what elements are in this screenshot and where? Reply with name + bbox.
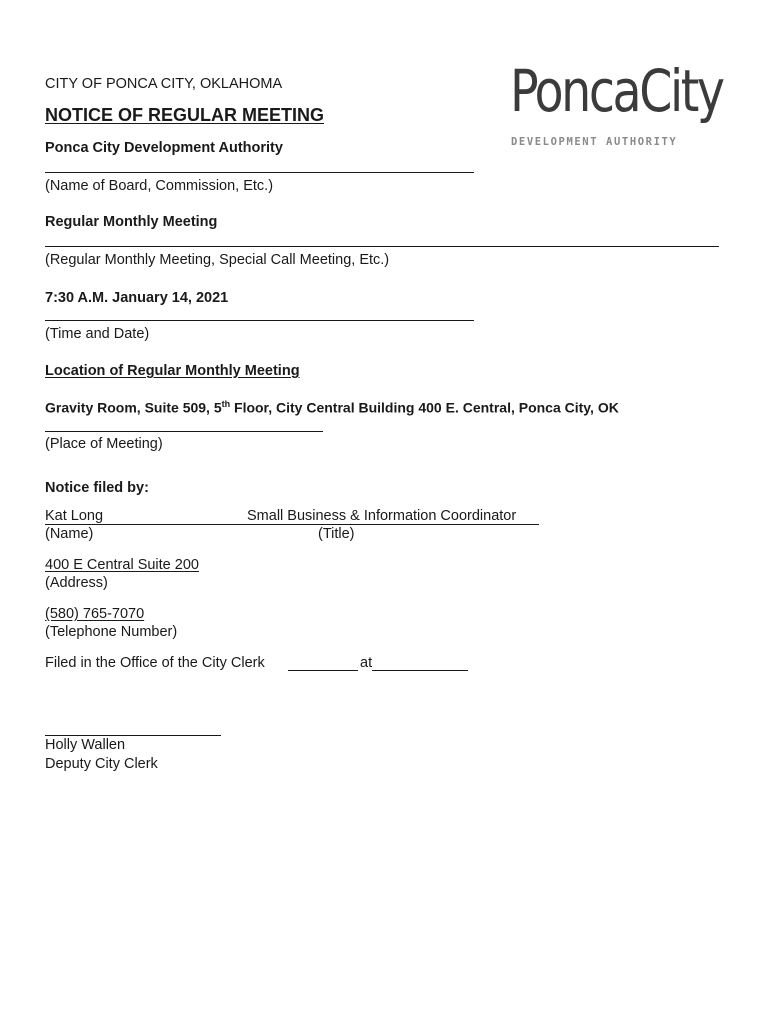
board-caption: (Name of Board, Commission, Etc.) (45, 178, 274, 194)
location-address (45, 399, 619, 416)
filer-address: 400 E Central Suite 200 (45, 557, 199, 573)
signature-line (45, 735, 221, 736)
logo-subtitle: DEVELOPMENT AUTHORITY (511, 136, 678, 148)
meeting-type-line (45, 246, 719, 247)
filed-at: at (360, 655, 373, 671)
board-name: Ponca City Development Authority (45, 140, 283, 156)
filer-phone-caption: (Telephone Number) (45, 624, 178, 640)
filed-text: Filed in the Office of the City Clerk (45, 655, 265, 671)
filed-time-line (372, 670, 468, 671)
location-part-a: Gravity Room, Suite 509, 5 (45, 399, 222, 416)
filed-date-line (288, 670, 358, 671)
board-line (45, 172, 474, 173)
meeting-type: Regular Monthly Meeting (45, 214, 218, 230)
filer-address-caption: (Address) (45, 575, 108, 591)
location-sup: th (221, 399, 231, 409)
filer-phone: (580) 765-7070 (45, 606, 145, 622)
time-date: 7:30 A.M. January 14, 2021 (45, 290, 229, 306)
logo-wordmark: PoncaCity (510, 57, 723, 125)
time-date-caption: (Time and Date) (45, 326, 150, 342)
city-header: CITY OF PONCA CITY, OKLAHOMA (45, 76, 283, 92)
filer-line (45, 524, 539, 525)
location-line (45, 431, 323, 432)
meeting-type-caption: (Regular Monthly Meeting, Special Call Meeting, Etc.) (45, 252, 390, 268)
signer-role: Deputy City Clerk (45, 756, 158, 772)
notice-filed-label: Notice filed by: (45, 480, 149, 496)
time-date-line (45, 320, 474, 321)
filer-name: Kat Long (45, 508, 104, 524)
filer-title-caption: (Title) (318, 526, 355, 542)
filer-name-caption: (Name) (45, 526, 94, 542)
filer-title: Small Business & Information Coordinator (247, 508, 517, 524)
signer-name: Holly Wallen (45, 737, 126, 753)
location-caption: (Place of Meeting) (45, 436, 163, 452)
notice-title: NOTICE OF REGULAR MEETING (45, 105, 324, 125)
location-part-b: Floor, City Central Building 400 E. Central, Ponca City, OK (230, 399, 619, 416)
location-heading: Location of Regular Monthly Meeting (45, 363, 300, 379)
